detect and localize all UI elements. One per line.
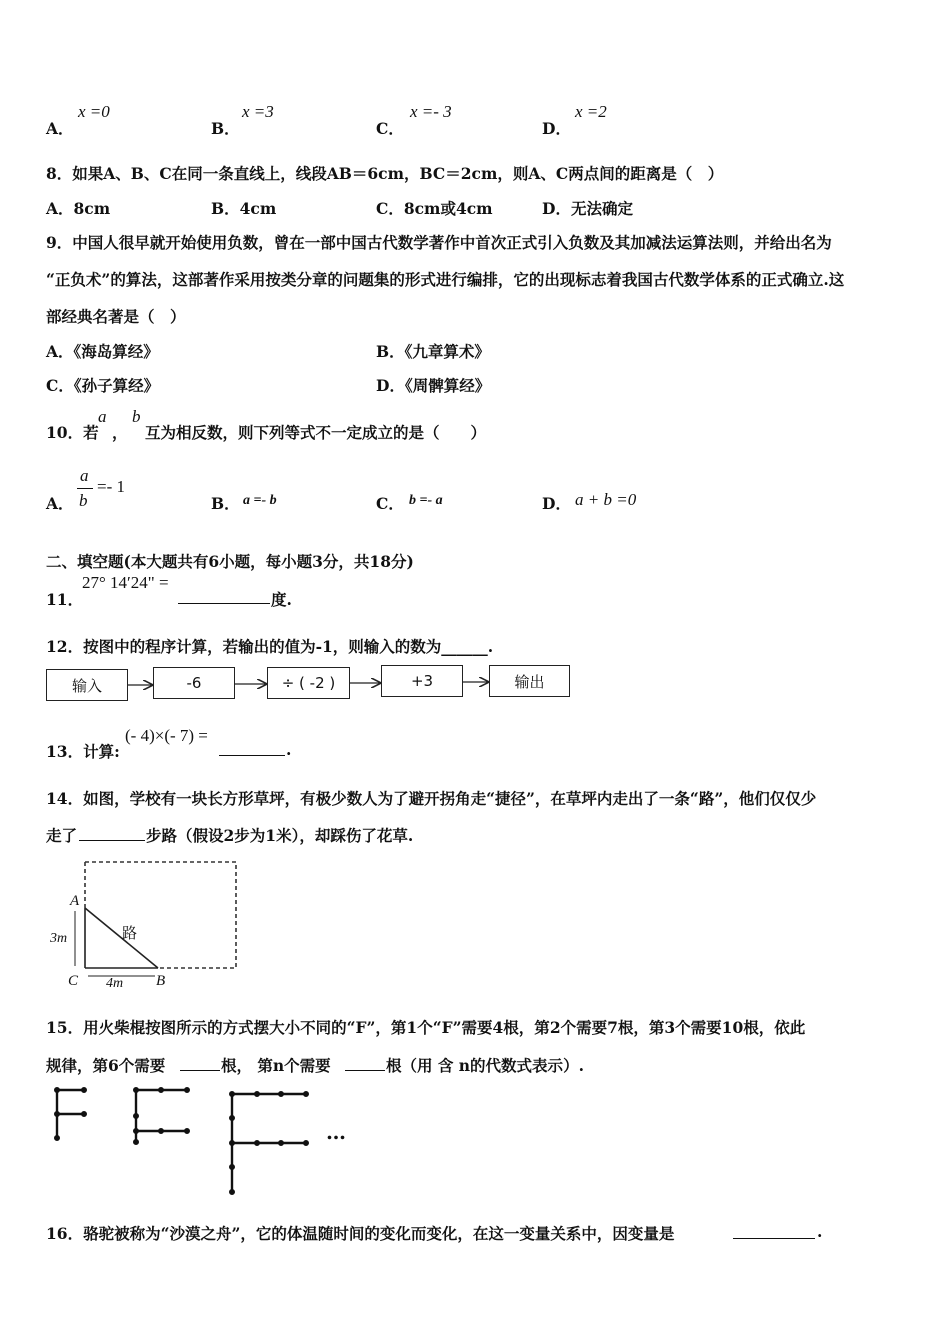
q9-line-2: “正负术”的算法，这部著作采用按类分章的问题集的形式进行编排，它的出现标志着我国古代数学体系的正式确立.这: [46, 270, 845, 289]
flow-box-input: 输入: [46, 669, 128, 701]
flow-box-plus-3: +3: [381, 665, 463, 697]
q15-line-2a: 规律，第6个需要: [46, 1056, 166, 1075]
q10-option-a-numerator: a: [80, 466, 89, 485]
q9-option-d: D．《周髀算经》: [376, 376, 491, 395]
q10-option-a-rhs: =- 1: [97, 477, 125, 496]
q12-stem: 12．按图中的程序计算，若输出的值为-1，则输入的数为______.: [46, 637, 494, 656]
q8-stem: 8．如果A、B、C在同一条直线上，线段AB＝6cm，BC＝2cm，则A、C两点间的距离是（ ）: [46, 164, 724, 183]
q11-expr: 27° 14′24" =: [82, 573, 169, 592]
q7-option-d-expr: x =2: [575, 102, 607, 121]
q10-option-d-expr: a + b =0: [575, 490, 637, 509]
q15-line-1: 15．用火柴棍按图所示的方式摆大小不同的“F”，第1个“F”需要4根，第2个需要7根，第3个需要10根，依此: [46, 1018, 806, 1037]
q7-option-a-expr: x =0: [78, 102, 110, 121]
q10-var-a: a: [98, 407, 107, 426]
q16-text: 16．骆驼被称为“沙漠之舟”，它的体温随时间的变化而变化，在这一变量关系中，因变量是: [46, 1224, 675, 1243]
q9-line-3: 部经典名著是（ ）: [46, 307, 186, 326]
point-a-label: A: [70, 893, 80, 909]
q16-answer-blank: [733, 1238, 815, 1239]
q8-option-d: D．无法确定: [542, 199, 633, 218]
q13-label: 13．计算:: [46, 742, 120, 761]
q10-option-c-expr: b =- a: [409, 493, 443, 508]
q9-option-b: B．《九章算术》: [376, 342, 490, 361]
q8-option-c: C．8cm或4cm: [376, 199, 493, 218]
q14-line-2b: 步路（假设2步为1米），却踩伤了花草.: [146, 826, 414, 845]
section-title: 二、填空题(本大题共有6小题，每小题3分，共18分): [46, 552, 414, 571]
q11-number: 11．: [46, 590, 84, 609]
q14-line-1: 14．如图，学校有一块长方形草坪，有极少数人为了避开拐角走“捷径”，在草坪内走出了一条“路”，他们仅仅少: [46, 789, 817, 808]
q9-line-1: 9．中国人很早就开始使用负数，曾在一部中国古代数学著作中首次正式引入负数及其加减法运算法则，并给出名为: [46, 233, 832, 252]
q16-end: .: [817, 1222, 823, 1241]
q10-comma: ，: [112, 423, 128, 442]
q11-unit: 度.: [271, 590, 292, 609]
q8-option-a: A．8cm: [46, 199, 111, 218]
q8-option-b: B．4cm: [211, 199, 277, 218]
q10-option-a-letter: A．: [46, 494, 74, 513]
q9-option-a: A．《海岛算经》: [46, 342, 159, 361]
q10-option-d-letter: D．: [542, 494, 571, 513]
flow-box-divide-neg2: ÷ ( -2 ): [267, 667, 350, 699]
q10-prefix: 10．若: [46, 423, 99, 442]
point-b-label: B: [156, 973, 166, 989]
flow-box-output: 输出: [489, 665, 570, 697]
q10-option-c-letter: C．: [376, 494, 404, 513]
q7-option-c-letter: C．: [376, 119, 404, 138]
road-label: 路: [122, 924, 138, 942]
matchstick-f-3: [230, 1092, 308, 1194]
q7-option-b-expr: x =3: [242, 102, 274, 121]
flow-box-minus-6: -6: [153, 667, 235, 699]
matchstick-f-2: [134, 1088, 189, 1144]
q10-var-b: b: [132, 407, 141, 426]
q13-expr: (- 4)×(- 7) =: [125, 726, 208, 745]
q10-option-b-letter: B．: [211, 494, 240, 513]
q10-option-a-denominator: b: [79, 491, 88, 510]
q7-option-d-letter: D．: [542, 119, 571, 138]
matchstick-f-1: [55, 1088, 86, 1140]
q15-line-2b: 根， 第n个需要: [221, 1056, 331, 1075]
pattern-ellipsis: …: [326, 1120, 346, 1144]
q7-option-c-expr: x =- 3: [410, 102, 452, 121]
q10-suffix: 互为相反数，则下列等式不一定成立的是（ ）: [145, 423, 487, 442]
q9-option-c: C．《孙子算经》: [46, 376, 160, 395]
point-c-label: C: [68, 973, 79, 989]
q14-line-2a: 走了: [46, 826, 78, 845]
side-4m-label: 4m: [106, 976, 124, 991]
side-3m-label: 3m: [50, 931, 68, 946]
q7-option-a-letter: A．: [46, 119, 74, 138]
q7-option-b-letter: B．: [211, 119, 240, 138]
q15-line-2c: 根（用 含 n的代数式表示）.: [386, 1056, 584, 1075]
q10-option-b-expr: a =- b: [243, 493, 277, 508]
q13-end: .: [286, 740, 292, 759]
